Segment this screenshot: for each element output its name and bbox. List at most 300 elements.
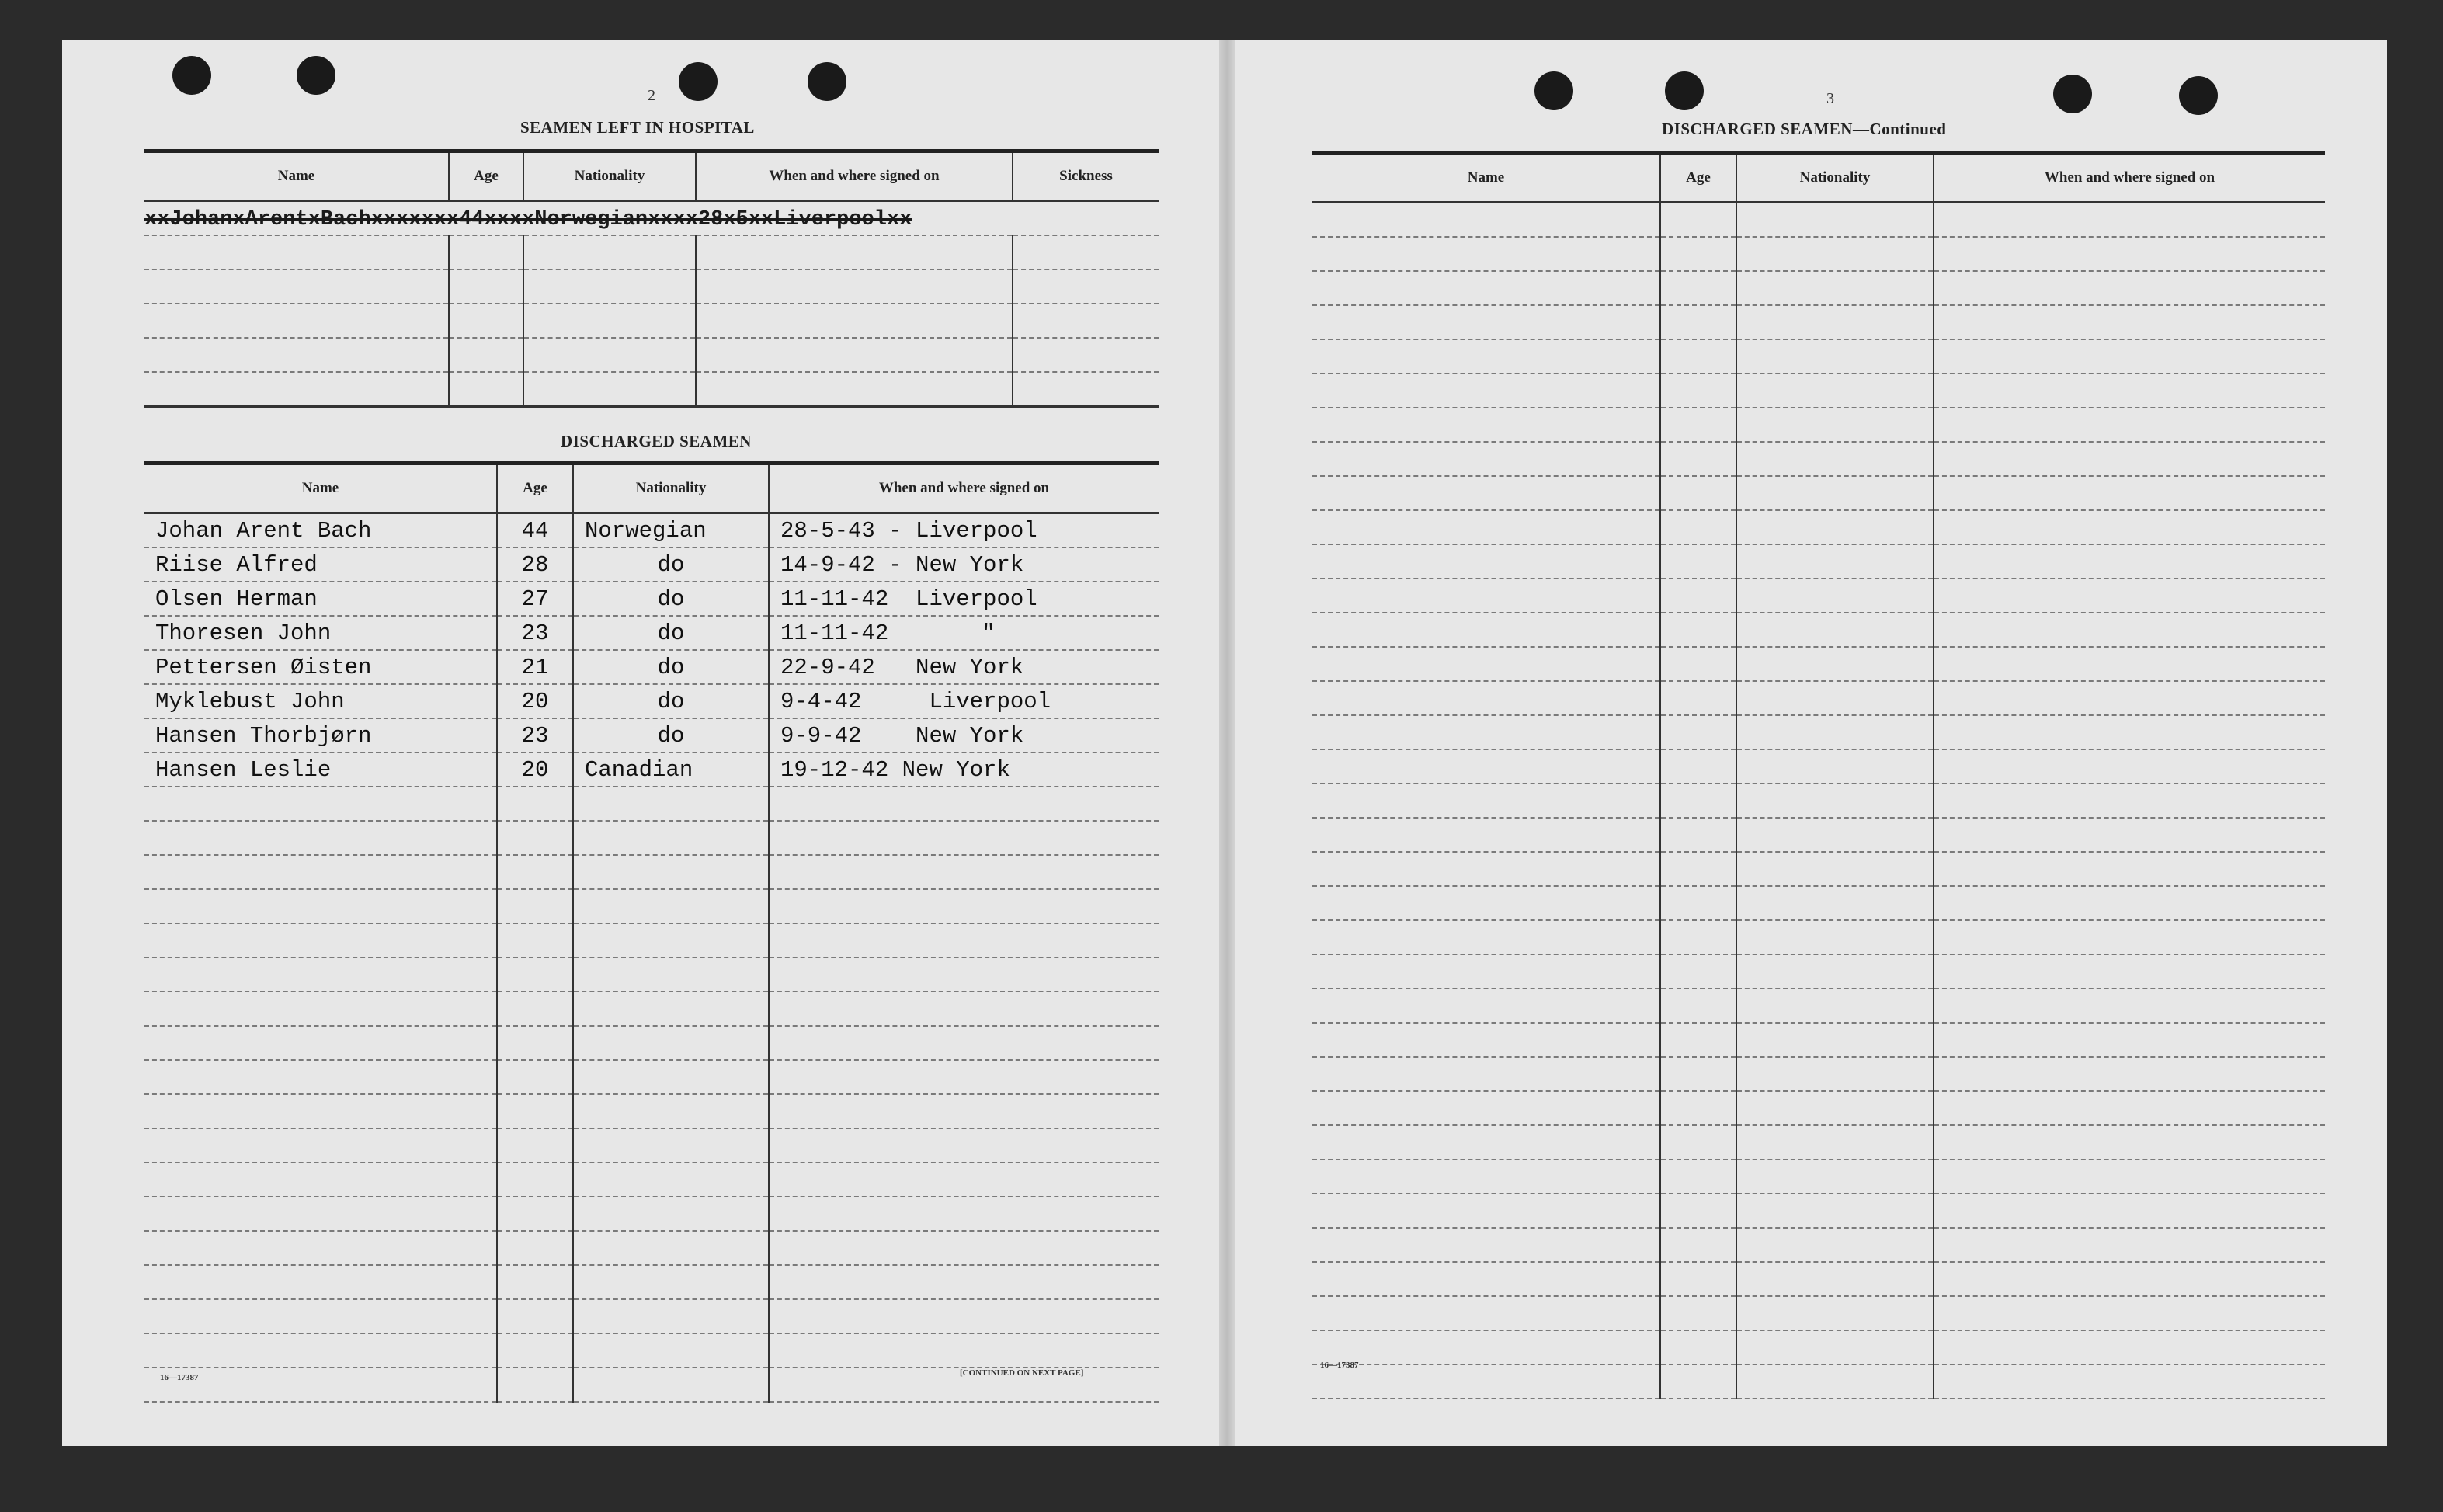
empty-cell xyxy=(1312,1091,1660,1125)
punch-hole xyxy=(297,56,335,95)
empty-cell xyxy=(497,889,573,923)
seaman-nationality: Canadian xyxy=(573,753,769,787)
table-row xyxy=(1312,784,2325,818)
table-row xyxy=(1312,579,2325,613)
empty-cell xyxy=(1312,271,1660,305)
empty-cell xyxy=(769,889,1159,923)
seaman-age: 44 xyxy=(497,513,573,548)
table-row xyxy=(1312,271,2325,305)
seaman-age: 23 xyxy=(497,616,573,650)
empty-cell xyxy=(1660,510,1736,544)
empty-cell xyxy=(1312,237,1660,271)
form-number: 16—17387 xyxy=(160,1373,199,1382)
empty-cell xyxy=(1736,749,1934,784)
empty-cell xyxy=(1934,1364,2325,1399)
seaman-age: 21 xyxy=(497,650,573,684)
empty-cell xyxy=(769,855,1159,889)
empty-cell xyxy=(497,923,573,958)
empty-cell xyxy=(497,1094,573,1128)
empty-cell xyxy=(1934,1091,2325,1125)
empty-cell xyxy=(1312,442,1660,476)
punch-hole xyxy=(679,62,718,101)
seaman-name: Johan Arent Bach xyxy=(144,513,497,548)
punch-hole xyxy=(1665,71,1704,110)
col-header-name: Name xyxy=(1312,153,1660,203)
col-header-signed-on: When and where signed on xyxy=(769,464,1159,513)
empty-cell xyxy=(1660,784,1736,818)
empty-cell xyxy=(1736,1262,1934,1296)
table-row xyxy=(144,547,1159,582)
empty-cell xyxy=(1934,374,2325,408)
table-row xyxy=(144,855,1159,889)
punch-hole xyxy=(172,56,211,95)
discharged-continued-table xyxy=(1312,151,2325,1399)
table-row xyxy=(144,235,1159,269)
empty-cell xyxy=(1660,852,1736,886)
seaman-name: Pettersen Øisten xyxy=(144,650,497,684)
continued-note: [CONTINUED ON NEXT PAGE] xyxy=(960,1368,1084,1378)
table-row xyxy=(144,304,1159,338)
empty-cell xyxy=(1934,305,2325,339)
empty-cell xyxy=(1736,852,1934,886)
empty-cell xyxy=(769,1128,1159,1163)
seaman-signed-on: 9-9-42 New York xyxy=(769,718,1159,753)
empty-cell xyxy=(497,821,573,855)
table-row xyxy=(144,923,1159,958)
empty-cell xyxy=(573,889,769,923)
table-row xyxy=(144,650,1159,684)
empty-cell xyxy=(769,1060,1159,1094)
discharged-section-title: DISCHARGED SEAMEN xyxy=(561,432,752,450)
col-header-sickness: Sickness xyxy=(1013,151,1159,201)
table-row xyxy=(144,958,1159,992)
col-header-name: Name xyxy=(144,464,497,513)
empty-cell xyxy=(1312,647,1660,681)
seaman-nationality: Norwegian xyxy=(573,513,769,548)
empty-cell xyxy=(1312,203,1660,238)
empty-cell xyxy=(144,923,497,958)
empty-cell xyxy=(1736,1228,1934,1262)
empty-cell xyxy=(1934,886,2325,920)
empty-cell xyxy=(1312,886,1660,920)
seaman-nationality: do xyxy=(573,547,769,582)
table-row xyxy=(144,684,1159,718)
table-row xyxy=(1312,989,2325,1023)
table-row xyxy=(144,513,1159,548)
seaman-age: 28 xyxy=(497,547,573,582)
table-row xyxy=(144,372,1159,407)
empty-cell xyxy=(1660,203,1736,238)
empty-cell xyxy=(769,992,1159,1026)
empty-cell xyxy=(1660,1262,1736,1296)
seaman-nationality: do xyxy=(573,718,769,753)
empty-cell xyxy=(1736,544,1934,579)
empty-cell xyxy=(1736,442,1934,476)
table-row xyxy=(1312,852,2325,886)
ditto-mark: " xyxy=(982,620,996,646)
empty-cell xyxy=(144,1333,497,1368)
empty-cell xyxy=(1934,1159,2325,1194)
empty-cell xyxy=(573,1026,769,1060)
empty-cell xyxy=(1934,681,2325,715)
empty-cell xyxy=(144,1026,497,1060)
empty-cell xyxy=(144,1197,497,1231)
empty-cell xyxy=(144,992,497,1026)
empty-cell xyxy=(497,992,573,1026)
seaman-age: 27 xyxy=(497,582,573,616)
table-row xyxy=(144,338,1159,372)
empty-cell xyxy=(1312,408,1660,442)
empty-cell xyxy=(1736,1330,1934,1364)
empty-cell xyxy=(1660,237,1736,271)
empty-cell xyxy=(1736,954,1934,989)
empty-cell xyxy=(1312,818,1660,852)
table-row xyxy=(1312,715,2325,749)
empty-cell xyxy=(1660,1159,1736,1194)
table-row xyxy=(144,1197,1159,1231)
seaman-name: Thoresen John xyxy=(144,616,497,650)
table-row xyxy=(144,753,1159,787)
empty-cell xyxy=(1934,715,2325,749)
seaman-nationality: do xyxy=(573,582,769,616)
table-row xyxy=(144,787,1159,821)
empty-cell xyxy=(1660,954,1736,989)
seaman-age: 23 xyxy=(497,718,573,753)
empty-cell xyxy=(769,1163,1159,1197)
empty-cell xyxy=(1736,886,1934,920)
table-row xyxy=(1312,920,2325,954)
empty-cell xyxy=(769,1094,1159,1128)
seaman-signed-on: 11-11-42 Liverpool xyxy=(769,582,1159,616)
empty-cell xyxy=(1312,954,1660,989)
empty-cell xyxy=(769,1026,1159,1060)
table-row xyxy=(144,1060,1159,1094)
empty-cell xyxy=(1934,203,2325,238)
empty-cell xyxy=(1934,476,2325,510)
empty-cell xyxy=(1736,920,1934,954)
empty-cell xyxy=(573,855,769,889)
empty-cell xyxy=(1934,1125,2325,1159)
empty-cell xyxy=(1312,579,1660,613)
empty-cell xyxy=(1934,989,2325,1023)
table-row xyxy=(144,821,1159,855)
empty-cell xyxy=(1934,442,2325,476)
empty-cell xyxy=(1736,1023,1934,1057)
table-row xyxy=(1312,1228,2325,1262)
empty-cell xyxy=(573,923,769,958)
table-row xyxy=(1312,818,2325,852)
empty-cell xyxy=(1736,1194,1934,1228)
empty-cell xyxy=(1934,408,2325,442)
col-header-signed-on: When and where signed on xyxy=(1934,153,2325,203)
empty-cell xyxy=(144,787,497,821)
empty-cell xyxy=(1312,613,1660,647)
empty-cell xyxy=(1934,613,2325,647)
empty-cell xyxy=(497,1128,573,1163)
empty-cell xyxy=(144,958,497,992)
table-row xyxy=(144,889,1159,923)
empty-cell xyxy=(769,1265,1159,1299)
seaman-age: 20 xyxy=(497,753,573,787)
empty-cell xyxy=(497,787,573,821)
hospital-table xyxy=(144,149,1159,408)
col-header-age: Age xyxy=(497,464,573,513)
page-gutter xyxy=(1219,40,1235,1446)
empty-cell xyxy=(1312,476,1660,510)
page-number: 2 xyxy=(648,87,655,104)
form-number: 16—17387 xyxy=(1320,1361,1359,1370)
table-row xyxy=(1312,408,2325,442)
empty-cell xyxy=(144,1128,497,1163)
empty-cell xyxy=(573,1333,769,1368)
empty-cell xyxy=(573,992,769,1026)
empty-cell xyxy=(1312,715,1660,749)
empty-cell xyxy=(1736,271,1934,305)
table-row xyxy=(144,1231,1159,1265)
table-row xyxy=(1312,476,2325,510)
empty-cell xyxy=(1736,613,1934,647)
empty-cell xyxy=(1736,510,1934,544)
empty-cell xyxy=(573,1197,769,1231)
empty-cell xyxy=(1660,1091,1736,1125)
empty-cell xyxy=(1736,715,1934,749)
col-header-nationality: Nationality xyxy=(1736,153,1934,203)
empty-cell xyxy=(1934,818,2325,852)
empty-cell xyxy=(497,1060,573,1094)
table-row xyxy=(1312,305,2325,339)
table-row xyxy=(1312,1091,2325,1125)
empty-cell xyxy=(1312,920,1660,954)
table-row xyxy=(1312,1296,2325,1330)
hospital-section-title: SEAMEN LEFT IN HOSPITAL xyxy=(520,118,755,137)
empty-cell xyxy=(1312,1159,1660,1194)
empty-cell xyxy=(144,1299,497,1333)
empty-cell xyxy=(769,1333,1159,1368)
empty-cell xyxy=(1736,476,1934,510)
col-header-age: Age xyxy=(1660,153,1736,203)
empty-cell xyxy=(1934,749,2325,784)
empty-cell xyxy=(1660,613,1736,647)
empty-cell xyxy=(1660,1125,1736,1159)
empty-cell xyxy=(497,1265,573,1299)
empty-cell xyxy=(1312,544,1660,579)
empty-cell xyxy=(1934,1330,2325,1364)
empty-cell xyxy=(1312,1194,1660,1228)
seaman-signed-on: 22-9-42 New York xyxy=(769,650,1159,684)
empty-cell xyxy=(144,1231,497,1265)
empty-cell xyxy=(1934,1194,2325,1228)
page-number: 3 xyxy=(1826,90,1834,107)
seaman-signed-on: 9-4-42 Liverpool xyxy=(769,684,1159,718)
table-row xyxy=(1312,1194,2325,1228)
col-header-age: Age xyxy=(449,151,523,201)
empty-cell xyxy=(1660,374,1736,408)
empty-cell xyxy=(573,787,769,821)
empty-cell xyxy=(1660,442,1736,476)
empty-cell xyxy=(1312,989,1660,1023)
empty-cell xyxy=(1934,784,2325,818)
empty-cell xyxy=(1736,374,1934,408)
empty-cell xyxy=(1312,1296,1660,1330)
table-row xyxy=(1312,954,2325,989)
empty-cell xyxy=(1312,305,1660,339)
empty-cell xyxy=(1736,647,1934,681)
empty-cell xyxy=(573,821,769,855)
table-row xyxy=(144,1128,1159,1163)
empty-cell xyxy=(497,1026,573,1060)
empty-cell xyxy=(1312,749,1660,784)
col-header-signed-on: When and where signed on xyxy=(696,151,1013,201)
empty-cell xyxy=(573,1060,769,1094)
empty-cell xyxy=(1660,681,1736,715)
empty-cell xyxy=(769,821,1159,855)
empty-cell xyxy=(144,1163,497,1197)
seaman-signed-on: 28-5-43 - Liverpool xyxy=(769,513,1159,548)
empty-cell xyxy=(1660,1330,1736,1364)
table-row xyxy=(1312,1159,2325,1194)
table-row xyxy=(144,1265,1159,1299)
empty-cell xyxy=(1660,408,1736,442)
col-header-nationality: Nationality xyxy=(523,151,696,201)
empty-cell xyxy=(573,1368,769,1402)
empty-cell xyxy=(769,1197,1159,1231)
empty-cell xyxy=(1934,1023,2325,1057)
table-row xyxy=(1312,613,2325,647)
empty-cell xyxy=(1736,1296,1934,1330)
struck-entry: xxJohanxArentxBachxxxxxxx44xxxxNorwegianxxxx28x5xxLiverpoolxx xyxy=(144,201,1159,236)
empty-cell xyxy=(1660,305,1736,339)
table-row xyxy=(1312,886,2325,920)
empty-cell xyxy=(1736,784,1934,818)
empty-cell xyxy=(1934,920,2325,954)
empty-cell xyxy=(1934,544,2325,579)
empty-cell xyxy=(1736,989,1934,1023)
empty-cell xyxy=(1934,510,2325,544)
empty-cell xyxy=(1736,1057,1934,1091)
empty-cell xyxy=(497,1299,573,1333)
table-row xyxy=(1312,647,2325,681)
empty-cell xyxy=(497,1368,573,1402)
empty-cell xyxy=(1934,647,2325,681)
empty-cell xyxy=(1312,339,1660,374)
empty-cell xyxy=(1312,1125,1660,1159)
empty-cell xyxy=(769,1231,1159,1265)
empty-cell xyxy=(1736,237,1934,271)
empty-cell xyxy=(1312,1364,1660,1399)
seaman-nationality: do xyxy=(573,684,769,718)
empty-cell xyxy=(1660,579,1736,613)
empty-cell xyxy=(1736,203,1934,238)
table-row xyxy=(144,1299,1159,1333)
empty-cell xyxy=(1736,408,1934,442)
col-header-name: Name xyxy=(144,151,449,201)
empty-cell xyxy=(1312,1023,1660,1057)
table-row xyxy=(1312,203,2325,238)
empty-cell xyxy=(1312,1057,1660,1091)
table-row xyxy=(1312,374,2325,408)
empty-cell xyxy=(1934,579,2325,613)
empty-cell xyxy=(497,1163,573,1197)
table-row xyxy=(1312,1262,2325,1296)
empty-cell xyxy=(144,1265,497,1299)
seaman-age: 20 xyxy=(497,684,573,718)
discharged-table xyxy=(144,461,1159,1403)
empty-cell xyxy=(497,1333,573,1368)
table-row xyxy=(1312,1125,2325,1159)
empty-cell xyxy=(1736,1125,1934,1159)
table-row xyxy=(1312,1023,2325,1057)
table-row xyxy=(1312,1057,2325,1091)
empty-cell xyxy=(573,1265,769,1299)
empty-cell xyxy=(1736,1091,1934,1125)
table-row xyxy=(144,1163,1159,1197)
empty-cell xyxy=(144,889,497,923)
empty-cell xyxy=(1736,305,1934,339)
empty-cell xyxy=(497,1231,573,1265)
seaman-name: Hansen Thorbjørn xyxy=(144,718,497,753)
empty-cell xyxy=(1660,339,1736,374)
empty-cell xyxy=(1660,1057,1736,1091)
table-row xyxy=(144,1333,1159,1368)
empty-cell xyxy=(497,1197,573,1231)
empty-cell xyxy=(1660,544,1736,579)
empty-cell xyxy=(1660,920,1736,954)
empty-cell xyxy=(1660,1364,1736,1399)
empty-cell xyxy=(1660,1194,1736,1228)
table-row xyxy=(1312,749,2325,784)
seaman-name: Olsen Herman xyxy=(144,582,497,616)
seaman-nationality: do xyxy=(573,650,769,684)
empty-cell xyxy=(1312,852,1660,886)
empty-cell xyxy=(1736,579,1934,613)
empty-cell xyxy=(1934,1262,2325,1296)
seaman-signed-on: 14-9-42 - New York xyxy=(769,547,1159,582)
empty-cell xyxy=(1660,1023,1736,1057)
col-header-nationality: Nationality xyxy=(573,464,769,513)
empty-cell xyxy=(1312,374,1660,408)
table-row xyxy=(144,1026,1159,1060)
empty-cell xyxy=(769,958,1159,992)
empty-cell xyxy=(1934,339,2325,374)
table-row xyxy=(1312,544,2325,579)
empty-cell xyxy=(1934,271,2325,305)
empty-cell xyxy=(1736,339,1934,374)
seaman-name: Myklebust John xyxy=(144,684,497,718)
punch-hole xyxy=(1534,71,1573,110)
empty-cell xyxy=(497,855,573,889)
empty-cell xyxy=(1312,681,1660,715)
continued-section-title: DISCHARGED SEAMEN—Continued xyxy=(1662,120,1947,138)
empty-cell xyxy=(1660,818,1736,852)
empty-cell xyxy=(769,787,1159,821)
empty-cell xyxy=(1312,1262,1660,1296)
empty-cell xyxy=(144,821,497,855)
empty-cell xyxy=(573,958,769,992)
table-row xyxy=(144,616,1159,650)
empty-cell xyxy=(1660,1228,1736,1262)
empty-cell xyxy=(1736,681,1934,715)
empty-cell xyxy=(1312,1228,1660,1262)
empty-cell xyxy=(1660,1296,1736,1330)
empty-cell xyxy=(1934,1057,2325,1091)
empty-cell xyxy=(573,1231,769,1265)
empty-cell xyxy=(1736,1159,1934,1194)
empty-cell xyxy=(1934,237,2325,271)
empty-cell xyxy=(1660,989,1736,1023)
empty-cell xyxy=(1660,271,1736,305)
empty-cell xyxy=(1312,784,1660,818)
empty-cell xyxy=(1660,647,1736,681)
